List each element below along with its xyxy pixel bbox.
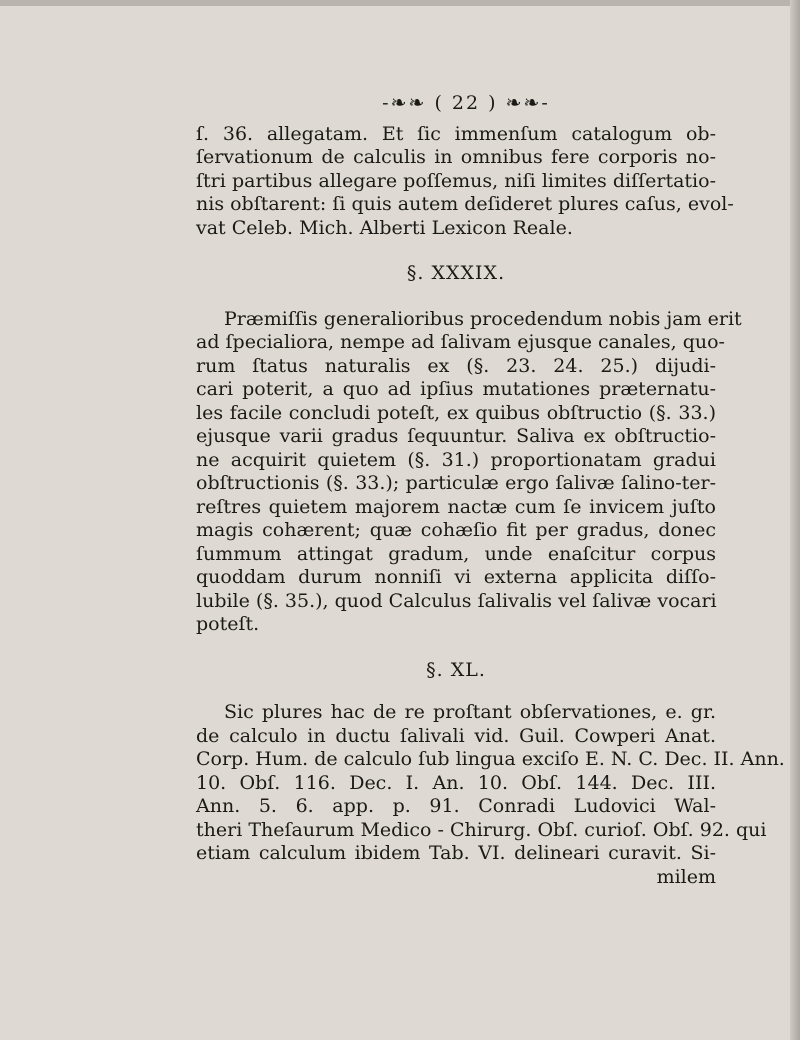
text-line: ſervationum de calculis in omnibus fere corporis no- <box>196 146 716 168</box>
text-line: Corp. Hum. de calculo ſub lingua exciſo E. N. C. Dec. II. Ann. <box>196 748 785 770</box>
text-line: ſummum attingat gradum, unde enaſcitur corpus <box>196 542 716 565</box>
text-line: ſ. 36. allegatam. Et ſic immenſum catalogum ob- <box>196 122 716 145</box>
text-line: rum ſtatus naturalis ex (§. 23. 24. 25.) dijudi- <box>196 354 716 377</box>
catchword: milem <box>656 865 716 888</box>
paragraph-section-40 <box>196 701 785 889</box>
text-line: Ann. 5. 6. app. p. 91. Conradi Ludovici Wal- <box>196 795 716 817</box>
text-line: 10. Obſ. 116. Dec. I. An. 10. Obſ. 144. Dec. III. <box>196 771 716 794</box>
section-heading: §. XL. <box>426 658 486 681</box>
text-line: cari poterit, a quo ad ipſius mutationes præternatu- <box>196 378 716 400</box>
page-text <box>196 92 785 889</box>
text-line: ejusque varii gradus ſequuntur. Saliva ex obſtructio- <box>196 425 716 447</box>
text-line: ad ſpecialiora, nempe ad ſalivam ejusque canales, quo- <box>196 331 725 353</box>
text-line: theri Theſaurum Medico - Chirurg. Obſ. curioſ. Obſ. 92. qui <box>196 818 767 841</box>
running-header: -❧❧ ( 22 ) ❧❧- <box>382 92 550 114</box>
paragraph-intro <box>196 122 734 241</box>
text-line: lubile (§. 35.), quod Calculus ſalivalis vel ſalivæ vocari <box>196 589 717 612</box>
text-line: vat Celeb. Mich. Alberti Lexicon Reale. <box>196 216 573 239</box>
text-line: de calculo in ductu ſalivali vid. Guil. Cowperi Anat. <box>196 724 716 747</box>
text-line: quoddam durum nonniſi vi externa applicita diſſo- <box>196 566 716 588</box>
text-line: poteſt. <box>196 613 260 635</box>
text-line: Præmiſſis generalioribus procedendum nobis jam erit <box>224 307 742 330</box>
page-right-edge <box>790 0 800 1040</box>
text-line: etiam calculum ibidem Tab. VI. delineari curavit. Si- <box>196 842 716 864</box>
text-line: reſtres quietem majorem nactæ cum ſe invicem juſto <box>196 495 716 518</box>
text-line: nis obſtarent: ſi quis autem deſideret plures caſus, evol- <box>196 193 734 215</box>
text-line: obſtructionis (§. 33.); particulæ ergo ſalivæ ſalino-ter- <box>196 472 716 494</box>
text-line: ſtri partibus allegare poſſemus, niſi limites diſſertatio- <box>196 169 716 192</box>
text-line: magis cohærent; quæ cohæſio fit per gradus, donec <box>196 519 716 541</box>
section-heading: §. XXXIX. <box>406 262 506 284</box>
page-top-edge <box>0 0 800 6</box>
paragraph-section-39 <box>196 307 742 637</box>
text-line: les facile concludi poteſt, ex quibus obſtructio (§. 33.) <box>196 401 716 424</box>
text-line: Sic plures hac de re proſtant obſervationes, e. gr. <box>224 701 716 723</box>
text-line: ne acquirit quietem (§. 31.) proportionatam gradui <box>196 448 716 471</box>
